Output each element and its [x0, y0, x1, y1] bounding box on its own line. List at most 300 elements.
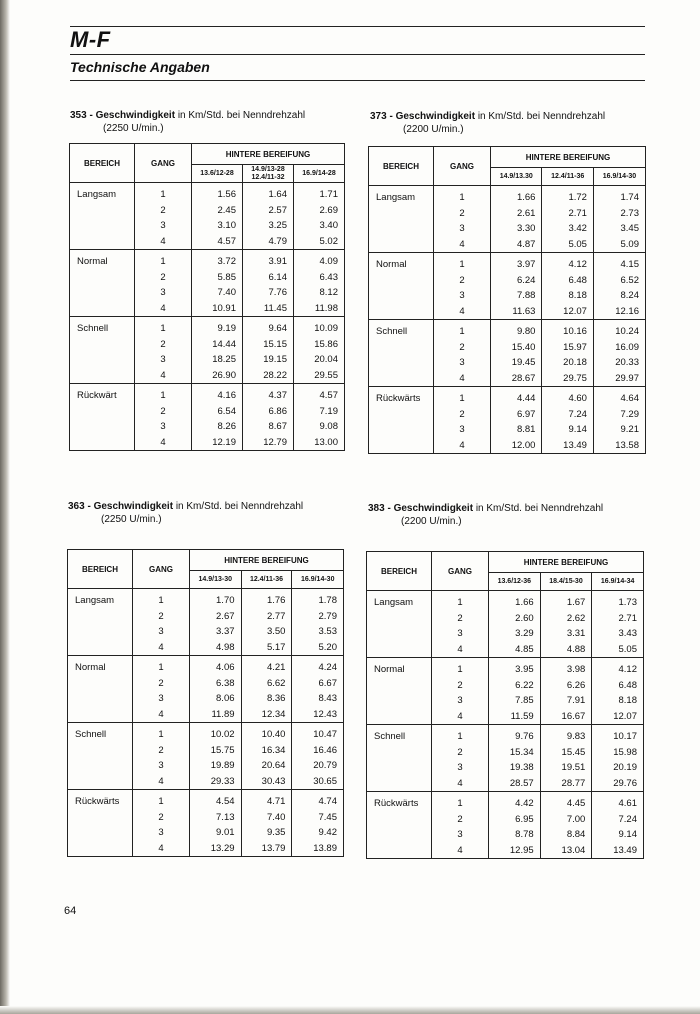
gear-number: 4 [160, 235, 166, 247]
gear-number: 3 [457, 762, 463, 773]
tire-size-header: 16.9/14-34 [592, 573, 644, 591]
gear-number: 2 [459, 341, 465, 353]
gear-number: 2 [459, 274, 465, 286]
speed-value: 4.57 [319, 390, 338, 401]
speed-value: 1.73 [618, 597, 637, 608]
column-header-hintere-bereifung: HINTERE BEREIFUNG [491, 147, 646, 168]
table-row [367, 792, 644, 859]
speed-value-cell [491, 320, 542, 387]
caption-353 [70, 109, 305, 135]
caption-text: in Km/Std. bei Nenndrehzahl [175, 501, 304, 512]
caption-rpm: (2250 U/min.) [103, 123, 164, 134]
speed-value: 10.02 [210, 729, 235, 740]
gear-number: 4 [158, 708, 164, 720]
speed-value-cell [292, 790, 344, 857]
caption-rpm: (2250 U/min.) [101, 514, 162, 525]
speed-value: 4.71 [266, 796, 286, 807]
gear-number: 3 [158, 626, 164, 637]
speed-value: 4.87 [516, 238, 536, 250]
gear-number: 4 [160, 436, 166, 448]
speed-value-cell [489, 591, 541, 658]
gang-cell [135, 384, 192, 451]
gear-number: 2 [457, 813, 463, 825]
gang-cell [434, 387, 491, 454]
speed-value: 4.06 [216, 662, 235, 673]
speed-value: 13.00 [314, 436, 338, 448]
bereich-label: Langsam [376, 192, 416, 203]
speed-table-373 [368, 146, 646, 454]
speed-value: 3.37 [216, 626, 235, 637]
speed-value-cell [192, 317, 243, 384]
speed-value: 29.97 [615, 372, 639, 384]
header-row [369, 147, 646, 168]
speed-value: 6.38 [216, 677, 235, 689]
speed-table-363 [67, 549, 344, 857]
speed-value: 9.19 [217, 323, 236, 334]
speed-value: 7.24 [618, 813, 637, 825]
table-body [68, 589, 344, 857]
speed-value: 9.42 [318, 827, 337, 838]
gear-number: 1 [457, 664, 463, 675]
speed-value: 13.79 [261, 842, 286, 854]
column-header-bereich: BEREICH [369, 147, 434, 186]
speed-value: 6.22 [515, 679, 534, 691]
speed-value-cell [243, 183, 294, 250]
header-rule-bottom [70, 80, 645, 81]
column-header-hintere-bereifung: HINTERE BEREIFUNG [489, 552, 644, 573]
speed-value-cell [241, 723, 292, 790]
bereich-cell [369, 186, 434, 253]
speed-value: 16.67 [561, 710, 586, 722]
caption-373 [370, 110, 605, 136]
gear-number: 3 [459, 223, 465, 234]
speed-value: 19.15 [263, 354, 287, 365]
bereich-label: Normal [75, 662, 106, 673]
speed-value-cell [241, 656, 292, 723]
speed-value: 4.09 [319, 256, 338, 267]
speed-value: 6.97 [516, 408, 536, 420]
tire-size-header: 16.9/14-30 [593, 168, 645, 186]
speed-value: 30.43 [261, 775, 286, 787]
speed-value-cell [592, 591, 644, 658]
speed-value: 8.36 [266, 693, 286, 704]
speed-value: 5.17 [266, 641, 286, 653]
speed-value-cell [243, 384, 294, 451]
speed-value: 20.33 [615, 357, 639, 368]
speed-value: 12.34 [261, 708, 286, 720]
bereich-cell [369, 320, 434, 387]
speed-value: 13.89 [313, 842, 337, 854]
speed-value: 6.54 [217, 405, 236, 417]
speed-value: 19.51 [561, 762, 586, 773]
gear-number: 1 [459, 393, 465, 404]
speed-value-cell [491, 253, 542, 320]
speed-value: 6.86 [268, 405, 287, 417]
speed-value: 8.26 [217, 421, 236, 432]
speed-value: 13.49 [563, 439, 587, 451]
tire-size-header: 13.6/12-36 [489, 573, 541, 591]
speed-value: 8.78 [515, 829, 534, 840]
speed-value: 5.02 [319, 235, 338, 247]
speed-value: 7.88 [516, 290, 536, 301]
gear-number: 3 [459, 357, 465, 368]
speed-value: 29.76 [613, 777, 637, 789]
table-row [70, 384, 345, 451]
speed-value: 2.67 [216, 610, 235, 622]
table-row [70, 183, 345, 250]
gear-number: 4 [158, 842, 164, 854]
page-bottom-edge [0, 1006, 700, 1014]
speed-value: 7.45 [318, 811, 337, 823]
speed-value: 12.95 [509, 844, 534, 856]
speed-value-cell [241, 589, 292, 656]
speed-value: 4.98 [216, 641, 235, 653]
caption-text: in Km/Std. bei Nenndrehzahl [177, 110, 306, 121]
header-rule-top [70, 26, 645, 27]
speed-value: 11.45 [263, 302, 287, 314]
speed-value: 18.25 [212, 354, 236, 365]
gear-number: 4 [160, 369, 166, 381]
speed-value-cell [489, 792, 541, 859]
speed-value: 9.64 [268, 323, 287, 334]
speed-value: 1.72 [568, 192, 587, 203]
gang-cell [432, 725, 489, 792]
table-body [369, 186, 646, 454]
gear-number: 4 [158, 775, 164, 787]
speed-value-cell [542, 387, 593, 454]
speed-value: 2.71 [618, 612, 637, 624]
speed-value-cell [542, 320, 593, 387]
speed-value-cell [592, 658, 644, 725]
bereich-label: Normal [376, 259, 407, 270]
speed-value: 2.60 [515, 612, 534, 624]
speed-value: 2.79 [318, 610, 337, 622]
speed-value: 1.74 [620, 192, 639, 203]
speed-value: 12.07 [613, 710, 637, 722]
speed-value: 11.89 [211, 708, 235, 720]
caption-bold: - Geschwindigkeit [87, 501, 174, 512]
speed-value: 11.98 [314, 302, 338, 314]
gear-number: 2 [160, 338, 166, 350]
speed-value: 8.43 [318, 693, 337, 704]
gear-number: 2 [158, 811, 164, 823]
speed-value: 8.24 [620, 290, 639, 301]
speed-value: 6.48 [568, 274, 587, 286]
gear-number: 1 [160, 256, 166, 267]
speed-value: 9.83 [566, 731, 586, 742]
speed-value: 4.12 [568, 259, 587, 270]
gear-number: 2 [158, 610, 164, 622]
speed-value-cell [294, 250, 345, 317]
speed-value: 29.55 [314, 369, 338, 381]
speed-value-cell [592, 725, 644, 792]
gear-number: 1 [459, 259, 465, 270]
speed-value: 3.10 [217, 220, 236, 231]
speed-value: 8.18 [568, 290, 587, 301]
speed-value: 3.72 [217, 256, 236, 267]
speed-value: 5.05 [618, 643, 637, 655]
speed-value: 2.57 [268, 204, 287, 216]
table-row [367, 591, 644, 658]
speed-value: 12.79 [263, 436, 287, 448]
speed-value: 1.56 [217, 189, 236, 200]
speed-value: 5.20 [318, 641, 337, 653]
gear-number: 4 [459, 305, 465, 317]
speed-value-cell [294, 384, 345, 451]
gear-number: 3 [459, 424, 465, 435]
speed-value-cell [190, 656, 242, 723]
table-row [367, 658, 644, 725]
table-row [70, 250, 345, 317]
speed-value: 8.06 [216, 693, 235, 704]
speed-value: 6.24 [516, 274, 536, 286]
gear-number: 3 [160, 354, 166, 365]
speed-value: 3.97 [516, 259, 536, 270]
gear-number: 3 [158, 693, 164, 704]
gear-number: 4 [459, 439, 465, 451]
speed-table-353 [69, 143, 345, 451]
speed-value-cell [192, 384, 243, 451]
speed-value: 28.22 [263, 369, 287, 381]
gear-number: 1 [160, 189, 166, 200]
speed-value-cell [542, 186, 593, 253]
speed-value-cell [489, 658, 541, 725]
bereich-cell [68, 723, 133, 790]
speed-value: 3.42 [568, 223, 587, 234]
gear-number: 3 [457, 628, 463, 639]
page-title: M-F [70, 27, 111, 52]
speed-value-cell [540, 725, 592, 792]
bereich-cell [68, 790, 133, 857]
bereich-cell [367, 725, 432, 792]
speed-value-cell [190, 723, 242, 790]
speed-value: 9.14 [618, 829, 637, 840]
bereich-cell [367, 591, 432, 658]
bereich-label: Rückwärts [374, 798, 419, 809]
bereich-label: Rückwärts [376, 393, 421, 404]
gear-number: 2 [158, 744, 164, 756]
speed-value-cell [593, 387, 645, 454]
bereich-label: Langsam [75, 595, 115, 606]
speed-value: 7.29 [620, 408, 639, 420]
gear-number: 4 [457, 844, 463, 856]
speed-value: 6.62 [266, 677, 286, 689]
column-header-gang: GANG [135, 144, 192, 183]
speed-value: 3.40 [319, 220, 338, 231]
table-row [68, 656, 344, 723]
table-body [367, 591, 644, 859]
gang-cell [133, 656, 190, 723]
speed-value: 4.37 [268, 390, 287, 401]
speed-value: 3.43 [618, 628, 637, 639]
header-row [367, 552, 644, 573]
speed-value: 2.45 [217, 204, 236, 216]
speed-value: 12.19 [212, 436, 236, 448]
speed-value: 4.21 [266, 662, 286, 673]
gear-number: 2 [457, 746, 463, 758]
gear-number: 1 [158, 595, 164, 606]
speed-value: 10.24 [615, 326, 639, 337]
model-number: 363 [68, 501, 85, 512]
gear-number: 1 [160, 323, 166, 334]
caption-363 [68, 500, 303, 526]
gear-number: 3 [158, 760, 164, 771]
speed-value: 9.35 [266, 827, 286, 838]
speed-value-cell [593, 186, 645, 253]
speed-value: 9.21 [620, 424, 639, 435]
bereich-cell [367, 792, 432, 859]
tire-size-header: 14.9/13-28 12.4/11-32 [243, 165, 294, 183]
gang-cell [135, 317, 192, 384]
gang-cell [133, 790, 190, 857]
page-number: 64 [64, 905, 77, 917]
speed-value-cell [192, 250, 243, 317]
gear-number: 2 [459, 408, 465, 420]
speed-value-cell [241, 790, 292, 857]
speed-value: 9.76 [515, 731, 534, 742]
speed-value-cell [243, 317, 294, 384]
speed-value: 12.07 [563, 305, 587, 317]
speed-value: 4.85 [515, 643, 534, 655]
caption-rpm: (2200 U/min.) [401, 516, 462, 527]
speed-value-cell [540, 658, 592, 725]
speed-value: 26.90 [212, 369, 236, 381]
speed-value-cell [592, 792, 644, 859]
speed-value: 2.62 [566, 612, 586, 624]
caption-bold: - Geschwindigkeit [387, 503, 474, 514]
bereich-cell [70, 183, 135, 250]
speed-value: 2.61 [516, 207, 536, 219]
bereich-cell [70, 317, 135, 384]
speed-value: 3.30 [516, 223, 536, 234]
speed-value: 4.24 [318, 662, 337, 673]
speed-value: 6.48 [618, 679, 637, 691]
speed-value: 2.71 [568, 207, 587, 219]
speed-value: 3.95 [515, 664, 534, 675]
speed-value: 19.45 [511, 357, 536, 368]
speed-value: 12.43 [313, 708, 337, 720]
speed-value: 4.42 [515, 798, 534, 809]
gear-number: 4 [459, 238, 465, 250]
speed-value: 15.86 [314, 338, 338, 350]
speed-value: 9.14 [568, 424, 587, 435]
speed-value: 4.79 [268, 235, 287, 247]
bereich-label: Rückwärt [77, 390, 117, 401]
gear-number: 2 [158, 677, 164, 689]
bereich-label: Schnell [374, 731, 406, 742]
speed-value: 10.47 [313, 729, 337, 740]
gang-cell [432, 792, 489, 859]
column-header-gang: GANG [434, 147, 491, 186]
header-row [70, 144, 345, 165]
speed-value: 29.75 [563, 372, 587, 384]
speed-value: 30.65 [313, 775, 337, 787]
table-row [369, 320, 646, 387]
speed-value: 10.91 [212, 302, 236, 314]
table-body [70, 183, 345, 451]
speed-value: 8.12 [319, 287, 338, 298]
caption-bold: - Geschwindigkeit [89, 110, 176, 121]
speed-value: 20.18 [563, 357, 587, 368]
speed-value: 1.78 [318, 595, 337, 606]
speed-value: 6.95 [515, 813, 534, 825]
speed-value: 12.16 [615, 305, 639, 317]
speed-value-cell [294, 183, 345, 250]
gear-number: 1 [160, 390, 166, 401]
speed-value: 13.58 [615, 439, 639, 451]
caption-text: in Km/Std. bei Nenndrehzahl [477, 111, 606, 122]
bereich-cell [369, 387, 434, 454]
speed-value: 16.46 [313, 744, 337, 756]
speed-value: 2.69 [319, 204, 338, 216]
speed-value: 7.24 [568, 408, 587, 420]
speed-value: 9.01 [216, 827, 235, 838]
speed-value: 6.52 [620, 274, 639, 286]
speed-value: 12.00 [511, 439, 536, 451]
gear-number: 3 [160, 421, 166, 432]
speed-value: 15.45 [561, 746, 586, 758]
speed-value-cell [489, 725, 541, 792]
bereich-cell [367, 658, 432, 725]
speed-value: 7.40 [266, 811, 286, 823]
tire-size-header: 14.9/13-30 [190, 571, 242, 589]
speed-value-cell [243, 250, 294, 317]
speed-value: 3.45 [620, 223, 639, 234]
speed-value-cell [192, 183, 243, 250]
table-row [367, 725, 644, 792]
tire-size-header: 16.9/14-28 [294, 165, 345, 183]
gear-number: 3 [459, 290, 465, 301]
table-header [70, 144, 345, 183]
gang-cell [434, 186, 491, 253]
speed-value-cell [292, 589, 344, 656]
gear-number: 1 [459, 192, 465, 203]
speed-value: 6.67 [318, 677, 337, 689]
speed-value-cell [540, 792, 592, 859]
bereich-label: Schnell [75, 729, 107, 740]
speed-value: 13.04 [561, 844, 586, 856]
speed-value: 15.97 [563, 341, 587, 353]
table-header [369, 147, 646, 186]
speed-value: 20.19 [613, 762, 637, 773]
tire-size-header: 16.9/14-30 [292, 571, 344, 589]
gang-cell [434, 320, 491, 387]
speed-value: 15.15 [263, 338, 287, 350]
speed-value: 4.12 [618, 664, 637, 675]
speed-value: 1.67 [566, 597, 586, 608]
gear-number: 3 [457, 695, 463, 706]
speed-value: 1.66 [516, 192, 536, 203]
speed-value: 8.81 [516, 424, 536, 435]
speed-value: 3.31 [566, 628, 586, 639]
tire-size-header: 12.4/11-36 [241, 571, 292, 589]
speed-value: 3.91 [268, 256, 287, 267]
speed-value: 7.85 [515, 695, 534, 706]
gang-cell [135, 183, 192, 250]
speed-value: 8.84 [566, 829, 586, 840]
speed-value-cell [542, 253, 593, 320]
speed-value: 7.76 [268, 287, 287, 298]
speed-value-cell [292, 656, 344, 723]
speed-value: 15.98 [613, 746, 637, 758]
gear-number: 2 [457, 612, 463, 624]
gang-cell [432, 591, 489, 658]
bereich-cell [369, 253, 434, 320]
table-row [68, 589, 344, 656]
speed-value: 20.64 [261, 760, 286, 771]
speed-value: 4.64 [620, 393, 639, 404]
tire-size-header: 14.9/13.30 [491, 168, 542, 186]
